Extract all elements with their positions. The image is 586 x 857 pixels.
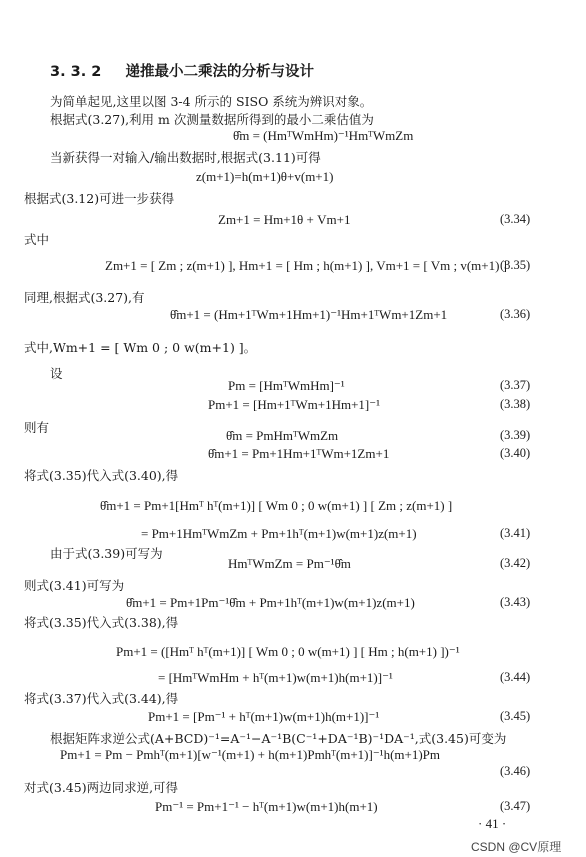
text-line: 将式(3.35)代入式(3.40),得 (24, 468, 179, 483)
equation-line: = [HmᵀWmHm + hᵀ(m+1)w(m+1)h(m+1)]⁻¹ (158, 670, 393, 685)
text-line: 当新获得一对输入/输出数据时,根据式(3.11)可得 (50, 150, 321, 165)
equation-number: (3.34) (500, 212, 531, 226)
text-line: 对式(3.45)两边同求逆,可得 (24, 780, 179, 795)
equation-number: (3.47) (500, 799, 531, 813)
text-line: 式中 (24, 232, 50, 247)
equation-line: θ̂m+1 = (Hm+1ᵀWm+1Hm+1)⁻¹Hm+1ᵀWm+1Zm+1 (170, 307, 448, 322)
equation-line: Pm+1 = ([Hmᵀ hᵀ(m+1)] [ Wm 0 ; 0 w(m+1) ] [ Hm ; h(m+1) ])⁻¹ (116, 644, 460, 659)
equation-line: θ̂m = PmHmᵀWmZm (226, 428, 339, 443)
section-title: 递推最小二乘法的分析与设计 (125, 64, 315, 80)
equation-number: (3.39) (500, 428, 531, 442)
equation-line: HmᵀWmZm = Pm⁻¹θ̂m (228, 556, 351, 571)
equation-number: (3.45) (500, 709, 531, 723)
equation-number: (3.37) (500, 378, 531, 392)
equation-line: θ̂m+1 = Pm+1Pm⁻¹θ̂m + Pm+1hᵀ(m+1)w(m+1)z(m+1) (126, 595, 415, 610)
equation-number: (3.36) (500, 307, 531, 321)
text-line: 设 (50, 366, 63, 381)
equation-line: Pm⁻¹ = Pm+1⁻¹ − hᵀ(m+1)w(m+1)h(m+1) (155, 799, 378, 814)
equation-number: (3.35) (500, 258, 531, 272)
page-number: · 41 · (478, 816, 507, 831)
equation-number: (3.46) (500, 764, 531, 778)
text-line: 则有 (24, 420, 50, 435)
text-line: 则式(3.41)可写为 (24, 578, 125, 593)
equation-number: (3.41) (500, 526, 531, 540)
equation-line: = Pm+1HmᵀWmZm + Pm+1hᵀ(m+1)w(m+1)z(m+1) (141, 526, 417, 541)
equation-line: Pm+1 = [Hm+1ᵀWm+1Hm+1]⁻¹ (208, 397, 381, 412)
text-line: 根据式(3.12)可进一步获得 (24, 191, 175, 206)
text-line: 根据式(3.27),利用 m 次测量数据所得到的最小二乘估值为 (50, 112, 374, 127)
equation-number: (3.38) (500, 397, 531, 411)
equation-line: θ̂m+1 = Pm+1Hm+1ᵀWm+1Zm+1 (208, 446, 390, 461)
equation-line: z(m+1)=h(m+1)θ+v(m+1) (196, 169, 334, 184)
equation-line: Pm+1 = [Pm⁻¹ + hᵀ(m+1)w(m+1)h(m+1)]⁻¹ (148, 709, 380, 724)
equation-number: (3.40) (500, 446, 531, 460)
equation-line: Zm+1 = [ Zm ; z(m+1) ], Hm+1 = [ Hm ; h(m+1) ], Vm+1 = [ Vm ; v(m+1) ] (105, 258, 508, 273)
text-line: 式中,Wm+1 = [ Wm 0 ; 0 w(m+1) ]。 (24, 340, 257, 355)
text-line: 为简单起见,这里以图 3-4 所示的 SISO 系统为辨识对象。 (50, 94, 373, 109)
section-heading (50, 60, 314, 81)
section-number: 3. 3. 2 (50, 64, 102, 80)
equation-line: Pm+1 = Pm − Pmhᵀ(m+1)[w⁻¹(m+1) + h(m+1)Pmhᵀ(m+1)]⁻¹h(m+1)Pm (60, 747, 441, 762)
equation-number: (3.43) (500, 595, 531, 609)
text-line: 将式(3.35)代入式(3.38),得 (24, 615, 179, 630)
equation-line: θ̂m = (HmᵀWmHm)⁻¹HmᵀWmZm (233, 128, 414, 143)
watermark: CSDN @CV原理 (471, 840, 562, 854)
text-line: 由于式(3.39)可写为 (50, 546, 163, 561)
text-line: 同理,根据式(3.27),有 (24, 290, 145, 305)
equation-line: Zm+1 = Hm+1θ + Vm+1 (218, 212, 351, 227)
equation-line: θ̂m+1 = Pm+1[Hmᵀ hᵀ(m+1)] [ Wm 0 ; 0 w(m+1) ] [ Zm ; z(m+1) ] (100, 498, 453, 513)
text-line: 将式(3.37)代入式(3.44),得 (24, 691, 179, 706)
equation-number: (3.44) (500, 670, 531, 684)
text-line: 根据矩阵求逆公式(A+BCD)⁻¹=A⁻¹−A⁻¹B(C⁻¹+DA⁻¹B)⁻¹DA⁻¹,式(3.45)可变为 (50, 731, 507, 746)
equation-number: (3.42) (500, 556, 531, 570)
equation-line: Pm = [HmᵀWmHm]⁻¹ (228, 378, 345, 393)
